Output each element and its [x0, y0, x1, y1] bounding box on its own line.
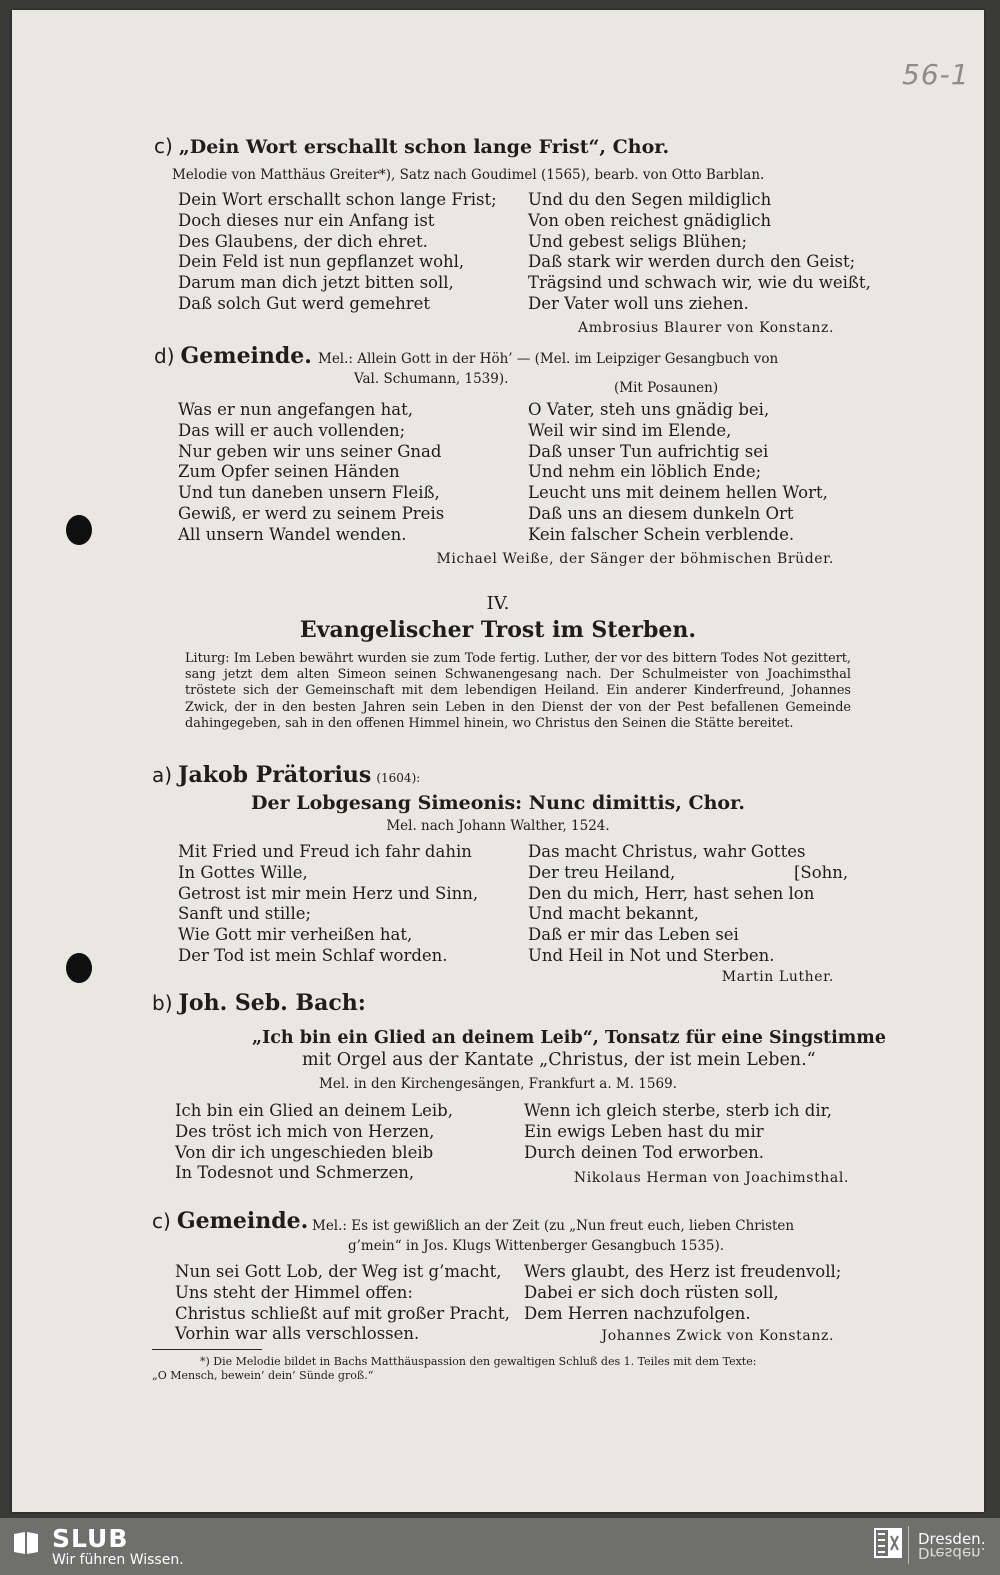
- section-c2-melody-cont: g’mein“ in Jos. Klugs Wittenberger Gesangbuch 1535).: [348, 1238, 725, 1254]
- brand-name[interactable]: SLUB: [52, 1524, 129, 1553]
- section-c2-heading: [152, 1208, 308, 1234]
- verse-line: Den du mich, Herr, hast sehen lon: [528, 883, 815, 903]
- verse-line: Der Tod ist mein Schlaf worden.: [178, 945, 448, 965]
- footnote-line: *) Die Melodie bildet in Bachs Matthäuspassion den gewaltigen Schluß des 1. Teiles mit dem Texte:: [200, 1355, 757, 1368]
- section-d-melody-cont: Val. Schumann, 1539).: [354, 371, 509, 387]
- verse-line: Nun sei Gott Lob, der Weg ist g’macht,: [175, 1262, 502, 1281]
- section-c1-author: Ambrosius Blaurer von Konstanz.: [578, 320, 834, 336]
- partner-name-mirror: Dresden.: [918, 1544, 986, 1562]
- verse-line: Ein ewigs Leben hast du mir: [524, 1121, 764, 1141]
- verse-line: Vorhin war alls verschlossen.: [175, 1324, 420, 1344]
- verse-line: Daß er mir das Leben sei: [528, 925, 739, 945]
- composer-year: (1604):: [376, 771, 421, 785]
- verse-line: Das macht Christus, wahr Gottes: [528, 842, 806, 861]
- footnote-rule: [152, 1349, 262, 1350]
- footnote-line: „O Mensch, bewein’ dein’ Sünde groß.“: [152, 1369, 374, 1382]
- liturgy-paragraph: Liturg: Im Leben bewährt wurden sie zum Tode fertig. Luther, der vor des bittern Todes Not gezittert, sang jetzt dem alten Simeon seinen Schwanengesang nach. Der Schulmeister von Joachimsthal tröstete sich der Gemeinschaft mit dem lebendigen Heiland. Ein anderer Kinderfreund, Johannes Zwick, der in den besten Jahren sein Leben in den Dienst der von der Pest befallenen Gemeinde dahingegeben, sah in den offenen Himmel hinein, wo Christus den Seinen die Stätte bereitet.: [185, 651, 851, 731]
- section-d-melody: Mel.: Allein Gott in der Höh’ — (Mel. im Leipziger Gesangbuch von: [318, 351, 779, 367]
- section-title: Gemeinde.: [176, 1208, 309, 1234]
- section-a-right-column: [528, 842, 814, 967]
- verse-line: Mit Fried und Freud ich fahr dahin: [178, 842, 472, 861]
- verse-line: Und nehm ein löblich Ende;: [528, 462, 762, 482]
- section-a-left-column: [178, 842, 478, 967]
- verse-line: Und tun daneben unsern Fleiß,: [178, 483, 440, 503]
- section-b-heading: [152, 990, 366, 1016]
- verse-line: Des tröst ich mich von Herzen,: [175, 1121, 435, 1141]
- section-c2-author: Johannes Zwick von Konstanz.: [601, 1328, 834, 1344]
- section-c2-melody: Mel.: Es ist gewißlich an der Zeit (zu „Nun freut euch, lieben Christen: [312, 1218, 795, 1234]
- verse-line: Darum man dich jetzt bitten soll,: [178, 273, 454, 293]
- section-a-heading: [152, 762, 420, 788]
- verse-line: Der Vater woll uns ziehen.: [528, 293, 749, 313]
- section-d-left-column: [178, 400, 444, 546]
- composer-name: Jakob Prätorius: [178, 762, 372, 788]
- verse-line: Daß solch Gut werd gemehret: [178, 293, 431, 313]
- verse-line: Christus schließt auf mit großer Pracht,: [175, 1303, 510, 1323]
- verse-line: Und macht bekannt,: [528, 904, 699, 924]
- verse-line: Wers glaubt, des Herz ist freudenvoll;: [524, 1262, 842, 1281]
- verse-line: Dabei er sich doch rüsten soll,: [524, 1282, 779, 1302]
- footer-separator: [908, 1526, 909, 1564]
- section-d-right-column: [528, 400, 828, 546]
- verse-overflow: [Sohn,: [794, 863, 849, 882]
- section-label: d): [154, 344, 175, 368]
- verse-line: Gewiß, er werd zu seinem Preis: [178, 503, 445, 523]
- verse-line: In Gottes Wille,: [178, 862, 308, 882]
- slub-book-icon: [12, 1530, 40, 1556]
- section-a-subtitle: Mel. nach Johann Walther, 1524.: [386, 818, 610, 834]
- verse-line: All unsern Wandel wenden.: [178, 524, 407, 544]
- section-a-title: Der Lobgesang Simeonis: Nunc dimittis, Chor.: [251, 792, 745, 814]
- brand-tagline: Wir führen Wissen.: [52, 1552, 184, 1568]
- verse-line: Leucht uns mit deinem hellen Wort,: [528, 483, 828, 503]
- verse-line: Daß uns an diesem dunkeln Ort: [528, 503, 794, 523]
- section-iv-title: Evangelischer Trost im Sterben.: [299, 617, 697, 643]
- partner-name[interactable]: Dresden.: [918, 1530, 986, 1548]
- verse-line: Dein Wort erschallt schon lange Frist;: [178, 190, 497, 209]
- verse-line: Und du den Segen mildiglich: [528, 190, 772, 209]
- verse-line: Kein falscher Schein verblende.: [528, 524, 795, 544]
- section-a-author: Martin Luther.: [721, 969, 834, 985]
- punch-hole: [66, 953, 92, 983]
- section-b-title: „Ich bin ein Glied an deinem Leib“, Tonsatz für eine Singstimme: [252, 1028, 886, 1048]
- verse-line: Weil wir sind im Elende,: [528, 420, 732, 440]
- verse-line: Des Glaubens, der dich ehret.: [178, 231, 428, 251]
- section-c2-right-column: [524, 1262, 841, 1324]
- verse-line: Was er nun angefangen hat,: [178, 400, 413, 419]
- footer-bar: [0, 1518, 1000, 1575]
- section-d-heading: [154, 343, 312, 369]
- dresden-crest-icon: [874, 1528, 902, 1558]
- archive-number: 56-1: [902, 58, 970, 91]
- verse-line: Von oben reichest gnädiglich: [528, 210, 772, 230]
- section-b-author: Nikolaus Herman von Joachimsthal.: [573, 1170, 849, 1186]
- verse-line: Wenn ich gleich sterbe, sterb ich dir,: [524, 1101, 832, 1120]
- section-b-left-column: [175, 1101, 453, 1184]
- verse-line: Und gebest seligs Blühen;: [528, 231, 748, 251]
- section-c1-subtitle: Melodie von Matthäus Greiter*), Satz nach Goudimel (1565), bearb. von Otto Barblan.: [172, 167, 765, 183]
- section-d-author: Michael Weiße, der Sänger der böhmischen Brüder.: [436, 551, 834, 567]
- section-b-right-column: [524, 1101, 832, 1163]
- verse-line: Der treu Heiland,: [528, 862, 676, 882]
- section-title: „Dein Wort erschallt schon lange Frist“, Chor.: [178, 136, 670, 158]
- verse-line: Zum Opfer seinen Händen: [178, 462, 400, 482]
- verse-line: Uns steht der Himmel offen:: [175, 1282, 413, 1302]
- verse-line: Nur geben wir uns seiner Gnad: [178, 441, 442, 461]
- verse-line: Trägsind und schwach wir, wie du weißt,: [528, 273, 871, 293]
- section-c2-left-column: [175, 1262, 510, 1345]
- verse-line: Ich bin ein Glied an deinem Leib,: [175, 1101, 453, 1120]
- punch-hole: [66, 515, 92, 545]
- verse-line: Dem Herren nachzufolgen.: [524, 1303, 751, 1323]
- section-iv-numeral: IV.: [486, 593, 510, 614]
- verse-line: Daß unser Tun aufrichtig sei: [528, 441, 769, 461]
- verse-line: Wie Gott mir verheißen hat,: [178, 925, 413, 945]
- verse-line: Doch dieses nur ein Anfang ist: [178, 210, 435, 230]
- section-b-title-cont: mit Orgel aus der Kantate „Christus, der ist mein Leben.“: [302, 1050, 816, 1070]
- verse-line: Das will er auch vollenden;: [178, 420, 406, 440]
- verse-line: In Todesnot und Schmerzen,: [175, 1163, 415, 1183]
- section-label: b): [152, 991, 173, 1015]
- section-c1-right-column: [528, 190, 871, 315]
- verse-line: Dein Feld ist nun gepflanzet wohl,: [178, 252, 465, 272]
- verse-line: Von dir ich ungeschieden bleib: [175, 1142, 434, 1162]
- verse-line: Und Heil in Not und Sterben.: [528, 945, 775, 965]
- section-d-note: (Mit Posaunen): [614, 380, 719, 396]
- verse-line: Durch deinen Tod erworben.: [524, 1142, 764, 1162]
- section-c1-left-column: [178, 190, 497, 315]
- verse-line: O Vater, steh uns gnädig bei,: [528, 400, 770, 419]
- section-label: c): [152, 1209, 171, 1233]
- verse-line: Daß stark wir werden durch den Geist;: [528, 252, 856, 272]
- section-title: Gemeinde.: [180, 343, 312, 369]
- verse-line: Getrost ist mir mein Herz und Sinn,: [178, 883, 479, 903]
- verse-line: Sanft und stille;: [178, 904, 312, 924]
- section-label: a): [152, 763, 173, 787]
- section-label: c): [154, 134, 173, 158]
- document-page: [12, 10, 984, 1512]
- composer-name: Joh. Seb. Bach:: [178, 990, 366, 1016]
- section-b-subtitle: Mel. in den Kirchengesängen, Frankfurt a. M. 1569.: [319, 1076, 677, 1092]
- section-c1-heading: [154, 134, 669, 158]
